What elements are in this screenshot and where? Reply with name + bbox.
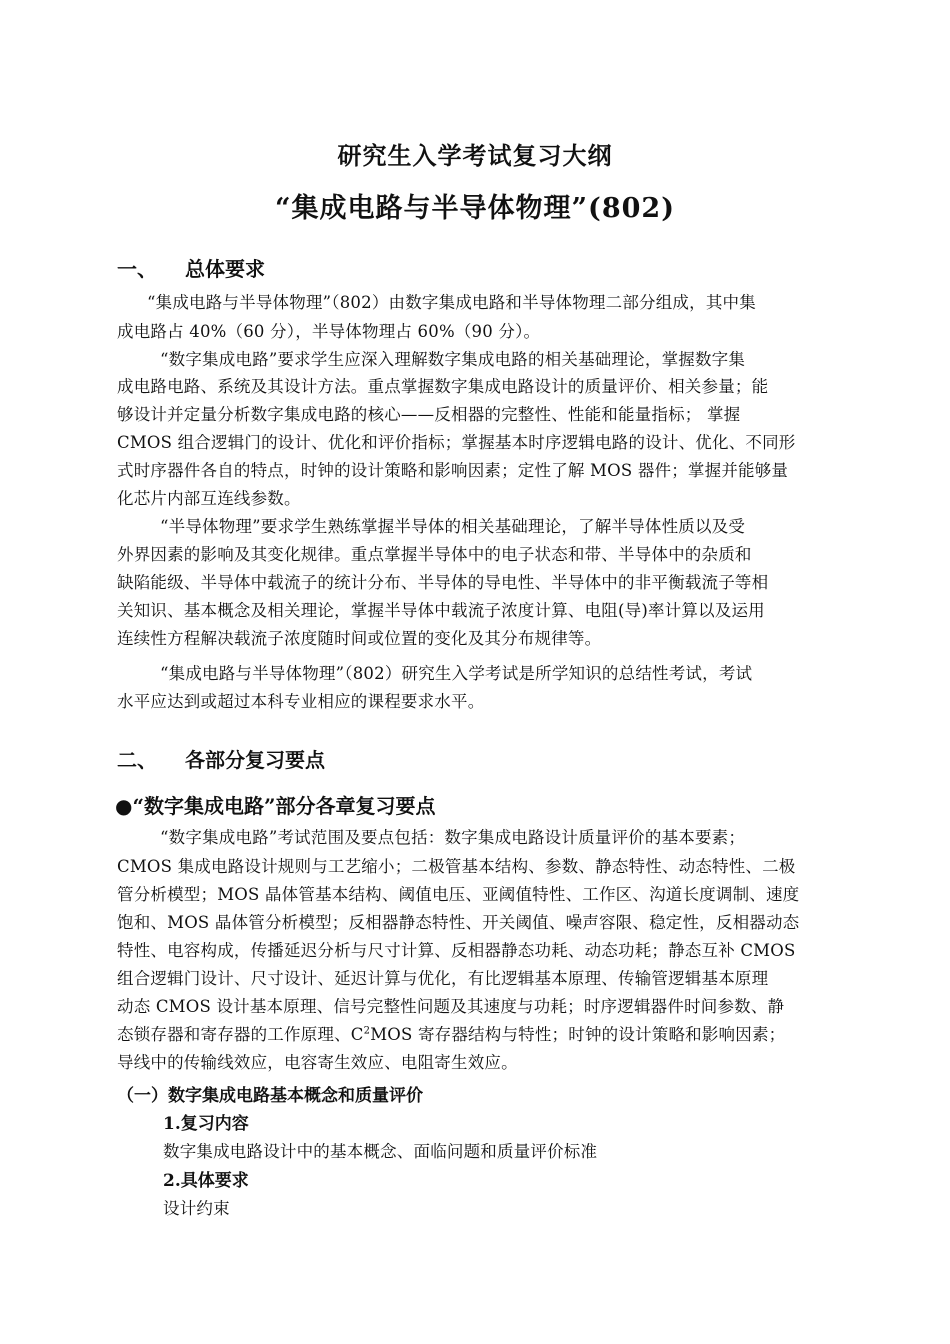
section1-number: 一、: [117, 257, 157, 281]
paragraph-line: 管分析模型；MOS 晶体管基本结构、阈值电压、亚阈值特性、工作区、沟道长度调制、速度: [117, 885, 800, 904]
subsection-heading: （一）数字集成电路基本概念和质量评价: [117, 1086, 423, 1106]
paragraph-line: 水平应达到或超过本科专业相应的课程要求水平。: [117, 692, 485, 711]
superscript: 2: [363, 1025, 371, 1037]
item2-text: 设计约束: [163, 1199, 230, 1218]
paragraph-line: 成电路占 40%（60 分），半导体物理占 60%（90 分）。: [117, 322, 541, 341]
section2-heading: [117, 744, 325, 773]
paragraph-line: 连续性方程解决载流子浓度随时间或位置的变化及其分布规律等。: [117, 629, 602, 648]
item2-title: 2.具体要求: [163, 1171, 249, 1191]
section2-number: 二、: [117, 748, 157, 772]
line-part: 态锁存器和寄存器的工作原理、C: [117, 1025, 364, 1044]
item1-title: 1.复习内容: [163, 1114, 249, 1134]
paragraph-line: “数字集成电路”要求学生应深入理解数字集成电路的相关基础理论，掌握数字集: [160, 350, 746, 369]
paragraph-line: “数字集成电路”考试范围及要点包括：数字集成电路设计质量评价的基本要素；: [160, 828, 746, 847]
paragraph-line: 缺陷能级、半导体中载流子的统计分布、半导体的导电性、半导体中的非平衡载流子等相: [117, 573, 769, 592]
paragraph-line: 关知识、基本概念及相关理论，掌握半导体中载流子浓度计算、电阻(导)率计算以及运用: [117, 601, 765, 620]
page-title: 研究生入学考试复习大纲: [337, 141, 613, 170]
paragraph-line: 够设计并定量分析数字集成电路的核心——反相器的完整性、性能和能量指标； 掌握: [117, 405, 741, 424]
paragraph-line: 特性、电容构成，传播延迟分析与尺寸计算、反相器静态功耗、动态功耗；静态互补 CMOS: [117, 941, 796, 960]
item1-text: 数字集成电路设计中的基本概念、面临问题和质量评价标准: [163, 1142, 598, 1161]
paragraph-line: 外界因素的影响及其变化规律。重点掌握半导体中的电子状态和带、半导体中的杂质和: [117, 545, 752, 564]
section1-title: 总体要求: [185, 257, 265, 281]
section1-heading: [117, 253, 265, 282]
paragraph-line: “集成电路与半导体物理”（802）由数字集成电路和半导体物理二部分组成，其中集: [147, 293, 756, 312]
paragraph-line: 饱和、MOS 晶体管分析模型；反相器静态特性、开关阈值、噪声容限、稳定性，反相器动态: [117, 913, 800, 932]
paragraph-line: [117, 1021, 785, 1045]
paragraph-line: 组合逻辑门设计、尺寸设计、延迟计算与优化，有比逻辑基本原理、传输管逻辑基本原理: [117, 969, 769, 988]
paragraph-line: “半导体物理”要求学生熟练掌握半导体的相关基础理论，了解半导体性质以及受: [160, 517, 746, 536]
paragraph-line: CMOS 组合逻辑门的设计、优化和评价指标；掌握基本时序逻辑电路的设计、优化、不同形: [117, 433, 796, 452]
paragraph-line: 式时序器件各自的特点，时钟的设计策略和影响因素；定性了解 MOS 器件；掌握并能够量: [117, 461, 789, 480]
line-part: MOS 寄存器结构与特性；时钟的设计策略和影响因素；: [370, 1025, 786, 1044]
paragraph-line: 成电路电路、系统及其设计方法。重点掌握数字集成电路设计的质量评价、相关参量；能: [117, 377, 769, 396]
bullet-heading: ●“数字集成电路”部分各章复习要点: [115, 794, 436, 818]
paragraph-line: CMOS 集成电路设计规则与工艺缩小；二极管基本结构、参数、静态特性、动态特性、二极: [117, 857, 796, 876]
paragraph-line: 化芯片内部互连线参数。: [117, 489, 301, 508]
section2-title: 各部分复习要点: [185, 748, 325, 772]
paragraph-line: 导线中的传输线效应，电容寄生效应、电阻寄生效应。: [117, 1053, 518, 1072]
paragraph-line: 动态 CMOS 设计基本原理、信号完整性问题及其速度与功耗；时序逻辑器件时间参数、静: [117, 997, 785, 1016]
page-subtitle: “集成电路与半导体物理”(802): [275, 193, 675, 224]
paragraph-line: “集成电路与半导体物理”（802）研究生入学考试是所学知识的总结性考试，考试: [160, 664, 753, 683]
